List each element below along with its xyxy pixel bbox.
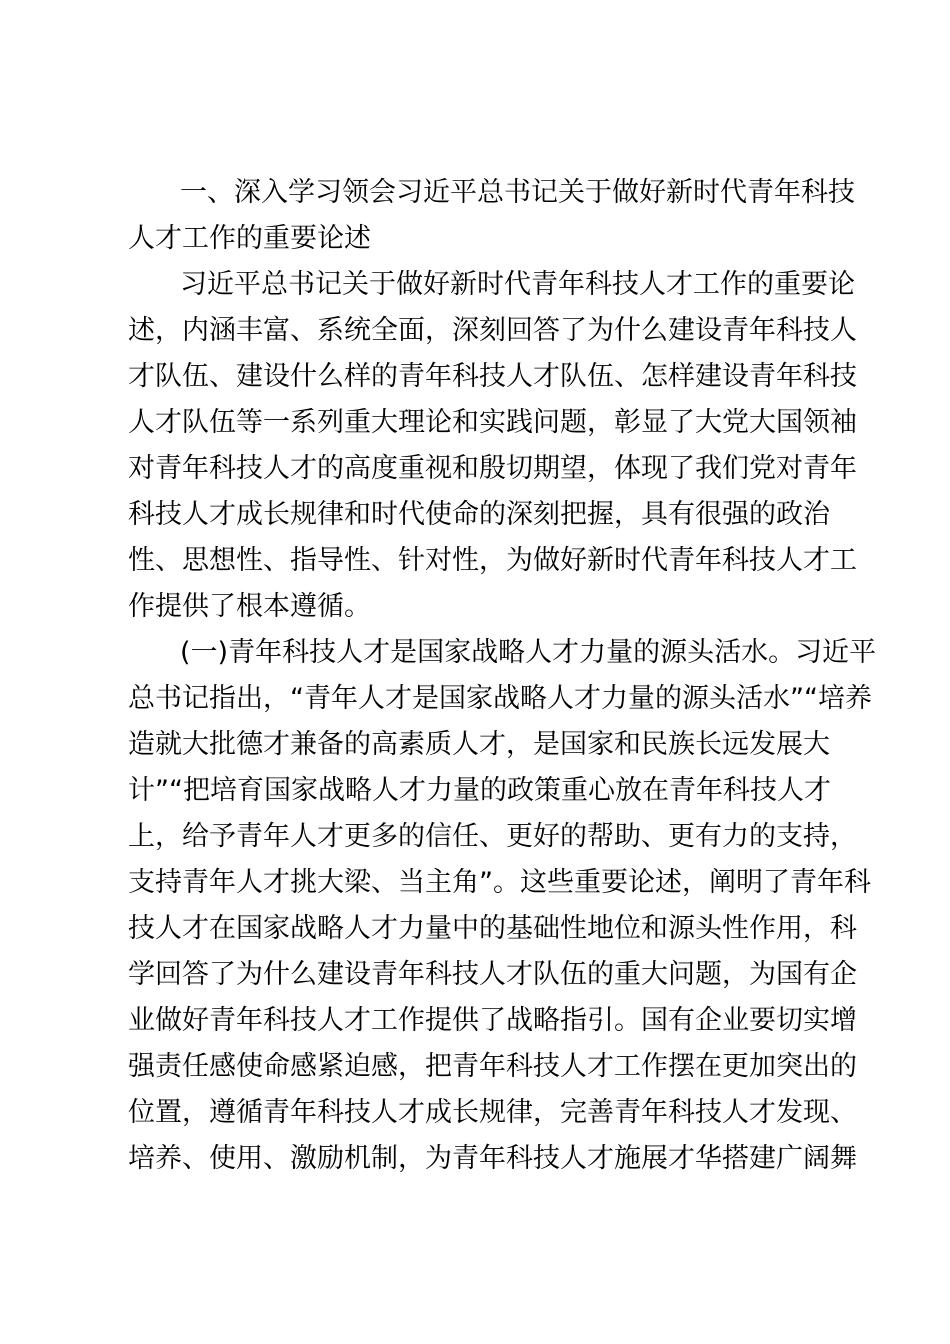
paragraph-line: 总书记指出，“青年人才是国家战略人才力量的源头活水”“培养 [128,683,872,714]
paragraph-line: (一)青年科技人才是国家战略人才力量的源头活水。习近平 [180,637,877,668]
paragraph-line: 对青年科技人才的高度重视和殷切期望，体现了我们党对青年 [128,453,857,484]
paragraph-line: 科技人才成长规律和时代使命的深刻把握，具有很强的政治 [128,499,830,530]
document-body [128,170,877,1182]
paragraph-line: 造就大批德才兼备的高素质人才，是国家和民族长远发展大 [128,729,830,760]
paragraph-line: 支持青年人才挑大梁、当主角”。这些重要论述，阐明了青年科 [128,867,871,898]
paragraph-line: 习近平总书记关于做好新时代青年科技人才工作的重要论 [180,269,855,300]
paragraph-2 [128,630,877,1182]
paragraph-line: 强责任感使命感紧迫感，把青年科技人才工作摆在更加突出的 [128,1051,857,1082]
paragraph-line: 计”“把培育国家战略人才力量的政策重心放在青年科技人才 [128,775,831,806]
paragraph-1 [128,262,857,630]
paragraph-line: 性、思想性、指导性、针对性，为做好新时代青年科技人才工 [128,545,857,576]
paragraph-line: 技人才在国家战略人才力量中的基础性地位和源头性作用，科 [128,913,857,944]
paragraph-line: 才队伍、建设什么样的青年科技人才队伍、怎样建设青年科技 [128,361,857,392]
paragraph-line: 作提供了根本遵循。 [128,591,371,622]
paragraph-line: 人才队伍等一系列重大理论和实践问题，彰显了大党大国领袖 [128,407,857,438]
heading-line: 一、深入学习领会习近平总书记关于做好新时代青年科技 [180,177,855,208]
paragraph-line: 学回答了为什么建设青年科技人才队伍的重大问题，为国有企 [128,959,857,990]
paragraph-line: 培养、使用、激励机制，为青年科技人才施展才华搭建广阔舞 [128,1143,857,1174]
paragraph-line: 位置，遵循青年科技人才成长规律，完善青年科技人才发现、 [128,1097,857,1128]
paragraph-line: 业做好青年科技人才工作提供了战略指引。国有企业要切实增 [128,1005,857,1036]
paragraph-line: 上，给予青年人才更多的信任、更好的帮助、更有力的支持， [128,821,857,852]
paragraph-line: 述，内涵丰富、系统全面，深刻回答了为什么建设青年科技人 [128,315,857,346]
section-heading [128,170,855,262]
heading-line: 人才工作的重要论述 [128,223,371,254]
